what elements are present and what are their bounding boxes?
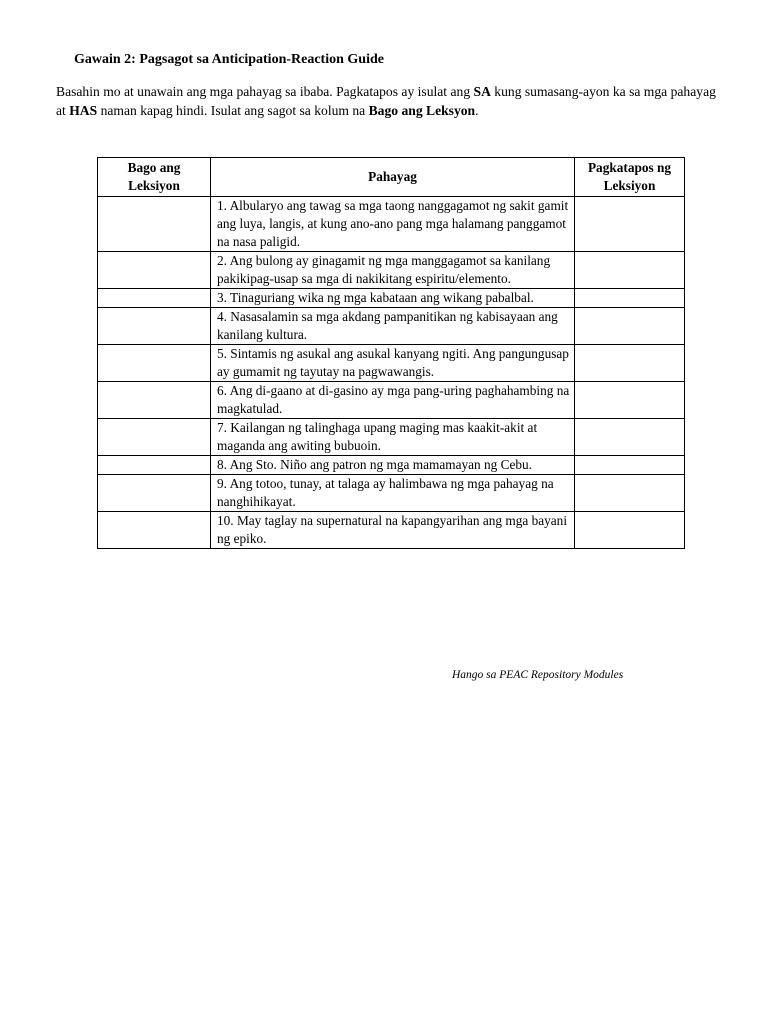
answer-before-cell[interactable] [98,456,211,475]
instructions-text-1: Basahin mo at unawain ang mga pahayag sa ibaba. Pagkatapos ay isulat ang [56,84,474,99]
instructions-text-3: naman kapag hindi. Isulat ang sagot sa kolum na [97,103,369,118]
answer-before-cell[interactable] [98,419,211,456]
answer-after-cell[interactable] [575,512,685,549]
answer-after-cell[interactable] [575,308,685,345]
instructions-paragraph [56,82,716,120]
table-row [98,308,685,345]
table-row [98,456,685,475]
answer-after-cell[interactable] [575,475,685,512]
table-row [98,419,685,456]
table-row [98,252,685,289]
statement-cell: 4. Nasasalamin sa mga akdang pampanitikan ng kabisayaan ang kanilang kultura. [211,308,575,345]
instructions-text-2: kung sumasang-ayon ka sa mga pahayag at [56,84,716,118]
answer-before-cell[interactable] [98,252,211,289]
answer-after-cell[interactable] [575,456,685,475]
statement-cell: 9. Ang totoo, tunay, at talaga ay halimbawa ng mga pahayag na nanghihikayat. [211,475,575,512]
answer-after-cell[interactable] [575,419,685,456]
answer-before-cell[interactable] [98,475,211,512]
answer-after-cell[interactable] [575,197,685,252]
instructions-sa-keyword: SA [473,84,491,99]
header-statement: Pahayag [211,158,575,197]
statement-cell: 8. Ang Sto. Niño ang patron ng mga mamamayan ng Cebu. [211,456,575,475]
statement-cell: 6. Ang di-gaano at di-gasino ay mga pang-uring paghahambing na magkatulad. [211,382,575,419]
source-credit: Hango sa PEAC Repository Modules [452,669,624,681]
table-row [98,475,685,512]
header-before-lesson: Bago ang Leksiyon [98,158,211,197]
anticipation-reaction-table [97,157,685,549]
page-title: Gawain 2: Pagsagot sa Anticipation-Reaction Guide [74,52,384,67]
header-after-lesson: Pagkatapos ng Leksiyon [575,158,685,197]
table-row [98,197,685,252]
table-row [98,512,685,549]
answer-after-cell[interactable] [575,289,685,308]
table-row [98,289,685,308]
statement-cell: 10. May taglay na supernatural na kapangyarihan ang mga bayani ng epiko. [211,512,575,549]
answer-before-cell[interactable] [98,197,211,252]
table-row [98,382,685,419]
statement-cell: 7. Kailangan ng talinghaga upang maging mas kaakit-akit at maganda ang awiting bubuoin. [211,419,575,456]
table-header-row [98,158,685,197]
answer-before-cell[interactable] [98,289,211,308]
answer-before-cell[interactable] [98,345,211,382]
answer-before-cell[interactable] [98,512,211,549]
table-row [98,345,685,382]
instructions-has-keyword: HAS [69,103,98,118]
statement-cell: 2. Ang bulong ay ginagamit ng mga manggagamot sa kanilang pakikipag-usap sa mga di nakikitang espiritu/elemento. [211,252,575,289]
answer-after-cell[interactable] [575,382,685,419]
answer-after-cell[interactable] [575,252,685,289]
statement-cell: 5. Sintamis ng asukal ang asukal kanyang ngiti. Ang pangungusap ay gumamit ng tayutay na pagwawangis. [211,345,575,382]
statement-cell: 1. Albularyo ang tawag sa mga taong nanggagamot ng sakit gamit ang luya, langis, at kung ano-ano pang mga halamang panggamot na nasa paligid. [211,197,575,252]
answer-before-cell[interactable] [98,382,211,419]
statement-cell: 3. Tinaguriang wika ng mga kabataan ang wikang pabalbal. [211,289,575,308]
answer-after-cell[interactable] [575,345,685,382]
instructions-column-name: Bago ang Leksyon [368,103,476,118]
answer-before-cell[interactable] [98,308,211,345]
instructions-text-4: . [475,103,479,118]
